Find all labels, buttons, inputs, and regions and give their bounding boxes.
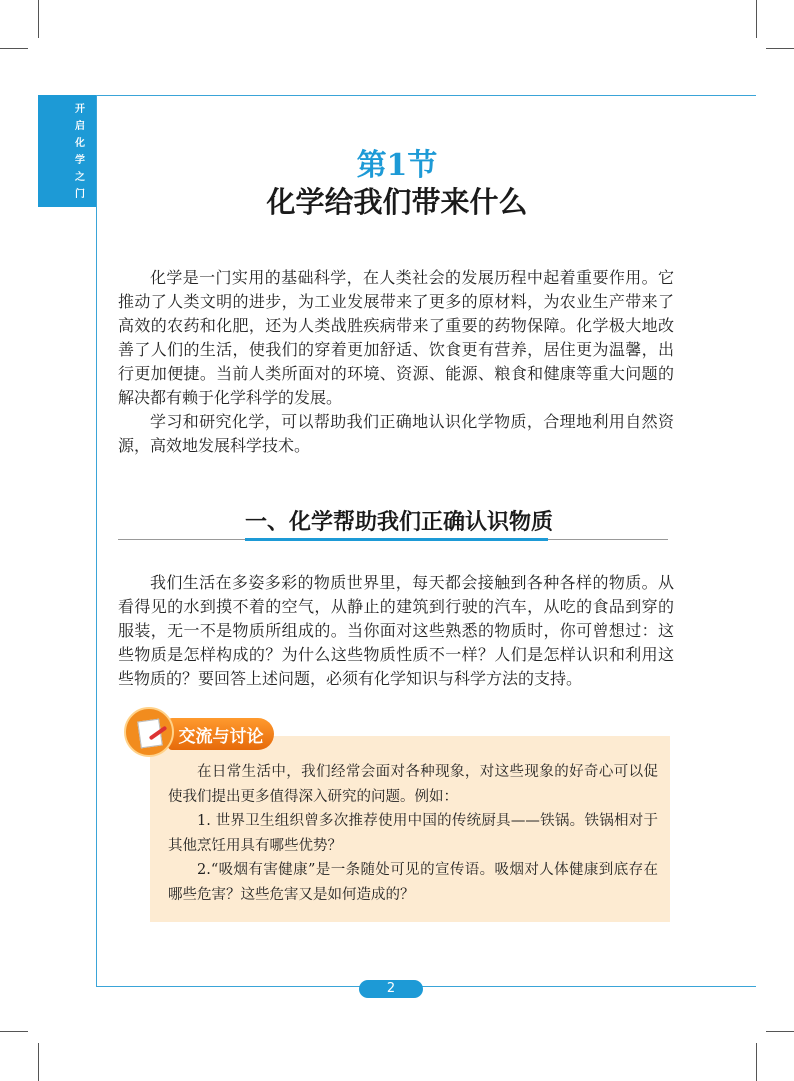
section-number: 第1节 bbox=[356, 148, 438, 183]
crop-mark bbox=[766, 48, 794, 49]
side-tab-char: 启 bbox=[75, 121, 85, 132]
page-number: 2 bbox=[359, 980, 423, 998]
intro-paragraph: 学习和研究化学，可以帮助我们正确地认识化学物质，合理地利用自然资源，高效地发展科学技术。 bbox=[118, 412, 674, 455]
crop-mark bbox=[38, 1043, 39, 1081]
crop-mark bbox=[766, 1031, 794, 1032]
side-tab-char: 门 bbox=[75, 189, 85, 200]
subsection-heading: 一、化学帮助我们正确认识物质 bbox=[245, 510, 554, 535]
notebook-pen-icon bbox=[124, 707, 174, 757]
discussion-box bbox=[150, 736, 670, 922]
side-tab-char: 开 bbox=[75, 104, 85, 115]
discussion-question: 1. 世界卫生组织曾多次推荐使用中国的传统厨具——铁锅。铁锅相对于其他烹饪用具有哪些优势？ bbox=[168, 813, 658, 854]
discussion-badge-label: 交流与讨论 bbox=[178, 726, 264, 747]
crop-mark bbox=[756, 0, 757, 38]
heading-accent-underline bbox=[245, 538, 548, 541]
crop-mark bbox=[0, 48, 28, 49]
page-frame-left bbox=[96, 95, 97, 987]
side-tab-char: 学 bbox=[75, 155, 85, 166]
crop-mark bbox=[756, 1043, 757, 1081]
discussion-badge bbox=[168, 718, 274, 750]
intro-paragraph: 化学是一门实用的基础科学，在人类社会的发展历程中起着重要作用。它推动了人类文明的进步，为工业发展带来了更多的原材料，为农业生产带来了高效的农药和化肥，还为人类战胜疾病带来了重要的药物保障。化学极大地改善了人们的生活，使我们的穿着更加舒适、饮食更有营养，居住更为温馨，出行更加便捷。当前人类所面对的环境、资源、能源、粮食和健康等重大问题的解决都有赖于化学科学的发展。 bbox=[118, 268, 674, 407]
section-title: 化学给我们带来什么 bbox=[266, 185, 528, 219]
body-paragraph: 我们生活在多姿多彩的物质世界里，每天都会接触到各种各样的物质。从看得见的水到摸不着的空气，从静止的建筑到行驶的汽车，从吃的食品到穿的服装，无一不是物质所组成的。当你面对这些熟悉的物质时，你可曾想过：这些物质是怎样构成的？为什么这些物质性质不一样？人们是怎样认识和利用这些物质的？要回答上述问题，必须有化学知识与科学方法的支持。 bbox=[118, 573, 674, 688]
discussion-question: 2.“吸烟有害健康”是一条随处可见的宣传语。吸烟对人体健康到底存在哪些危害？这些危害又是如何造成的？ bbox=[168, 862, 658, 903]
page-frame-bottom bbox=[96, 986, 756, 987]
discussion-intro: 在日常生活中，我们经常会面对各种现象，对这些现象的好奇心可以促使我们提出更多值得深入研究的问题。例如： bbox=[168, 764, 658, 805]
side-tab-char: 之 bbox=[75, 172, 85, 183]
crop-mark bbox=[38, 0, 39, 38]
side-tab-char: 化 bbox=[75, 138, 85, 149]
crop-mark bbox=[0, 1031, 28, 1032]
page-frame-top bbox=[96, 95, 756, 96]
